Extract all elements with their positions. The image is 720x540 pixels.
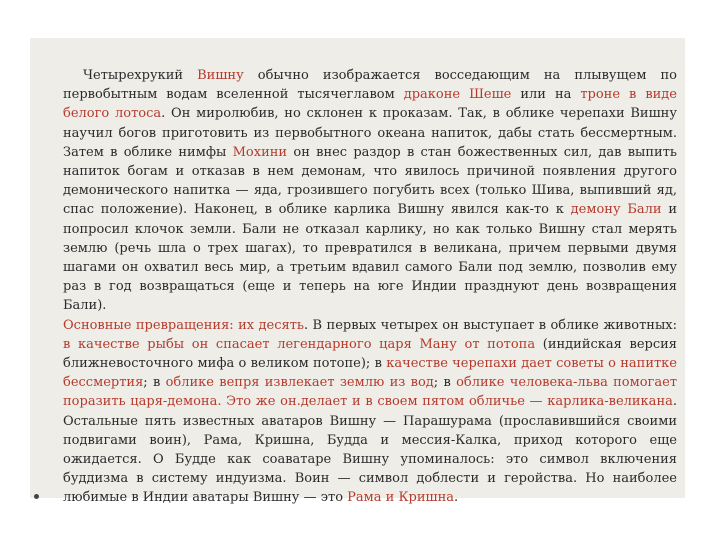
text-block — [63, 66, 677, 508]
paragraph-avatars — [63, 316, 677, 508]
text-run: (индийская версия ближневосточного мифа о великом потопе); в — [63, 336, 677, 372]
text-run: обычно изображается восседающим на плывущем по первобытным водам вселенной тысячеглавом — [63, 68, 678, 103]
highlighted-phrase: Вишну — [197, 68, 244, 83]
highlighted-phrase: троне в виде белого лотоса — [63, 87, 678, 122]
text-run: . В первых четырех он выступает в облике животных: — [303, 317, 677, 333]
text-run: . — [454, 490, 459, 506]
paragraph-vishnu-myths — [63, 66, 677, 316]
highlighted-phrase: качестве черепахи дает советы о напитке бессмертия — [63, 356, 677, 391]
text-run: или на — [511, 87, 581, 103]
highlighted-phrase: Мохини — [232, 144, 288, 160]
highlighted-phrase: в качестве рыбы он спасает легендарного царя Ману от потопа — [63, 336, 536, 352]
text-run: ; в — [433, 375, 457, 391]
highlighted-phrase: облике вепря извлекает землю из вод — [165, 375, 434, 391]
text-run: и попросил клочок земли. Бали не отказал карлику, но как только Вишну стал мерять землю (речь шла о трех шагах), то превратился в великана, причем первыми двумя шагами он охватил весь мир, а третьим вдавил самого Бали под землю, позволив ему раз в год возвращаться (еще и теперь на юге Индии празднуют день возвращения Бали). — [63, 202, 678, 314]
text-run: Четырехрукий — [83, 68, 198, 83]
text-run: он внес раздор в стан божественных сил, дав выпить напиток богам и отказав в нем демонам, что явилось причиной появления другого демонического напитка — яда, грозившего погубить всех (только Шива, выпивший яд, спас положение). Наконец, в облике карлика Вишну явился как-то к — [63, 144, 677, 218]
highlighted-phrase: Основные превращения: их десять — [63, 317, 304, 333]
text-run: . Он миролюбив, но склонен к проказам. Так, в облике черепахи Вишну научил богов приготовить из первобытного океана напиток, дабы стать бессмертным. Затем в облике нимфы — [63, 106, 677, 160]
highlighted-phrase: демону Бали — [570, 202, 662, 218]
highlighted-phrase: Рама и Кришна — [347, 490, 454, 506]
highlighted-phrase: драконе Шеше — [403, 87, 512, 103]
text-run: ; в — [143, 375, 166, 391]
highlighted-phrase: облике человека-льва помогает поразить царя-демона. Это же он.делает и в своем пятом обличье — карлика-великана — [63, 375, 678, 410]
text-run: . Остальные пять известных аватаров Вишну — Парашурама (прославившийся своими подвигами воин), Рама, Кришна, Будда и мессия-Калка, приход которого еще ожидается. О Будде как соаватаре Вишну упоминалось: это символ включения буддизма в систему индуизма. Воин — символ доблести и геройства. Но наиболее любимые в Индии аватары Вишну — это — [63, 394, 677, 506]
bullet-marker — [34, 494, 39, 499]
